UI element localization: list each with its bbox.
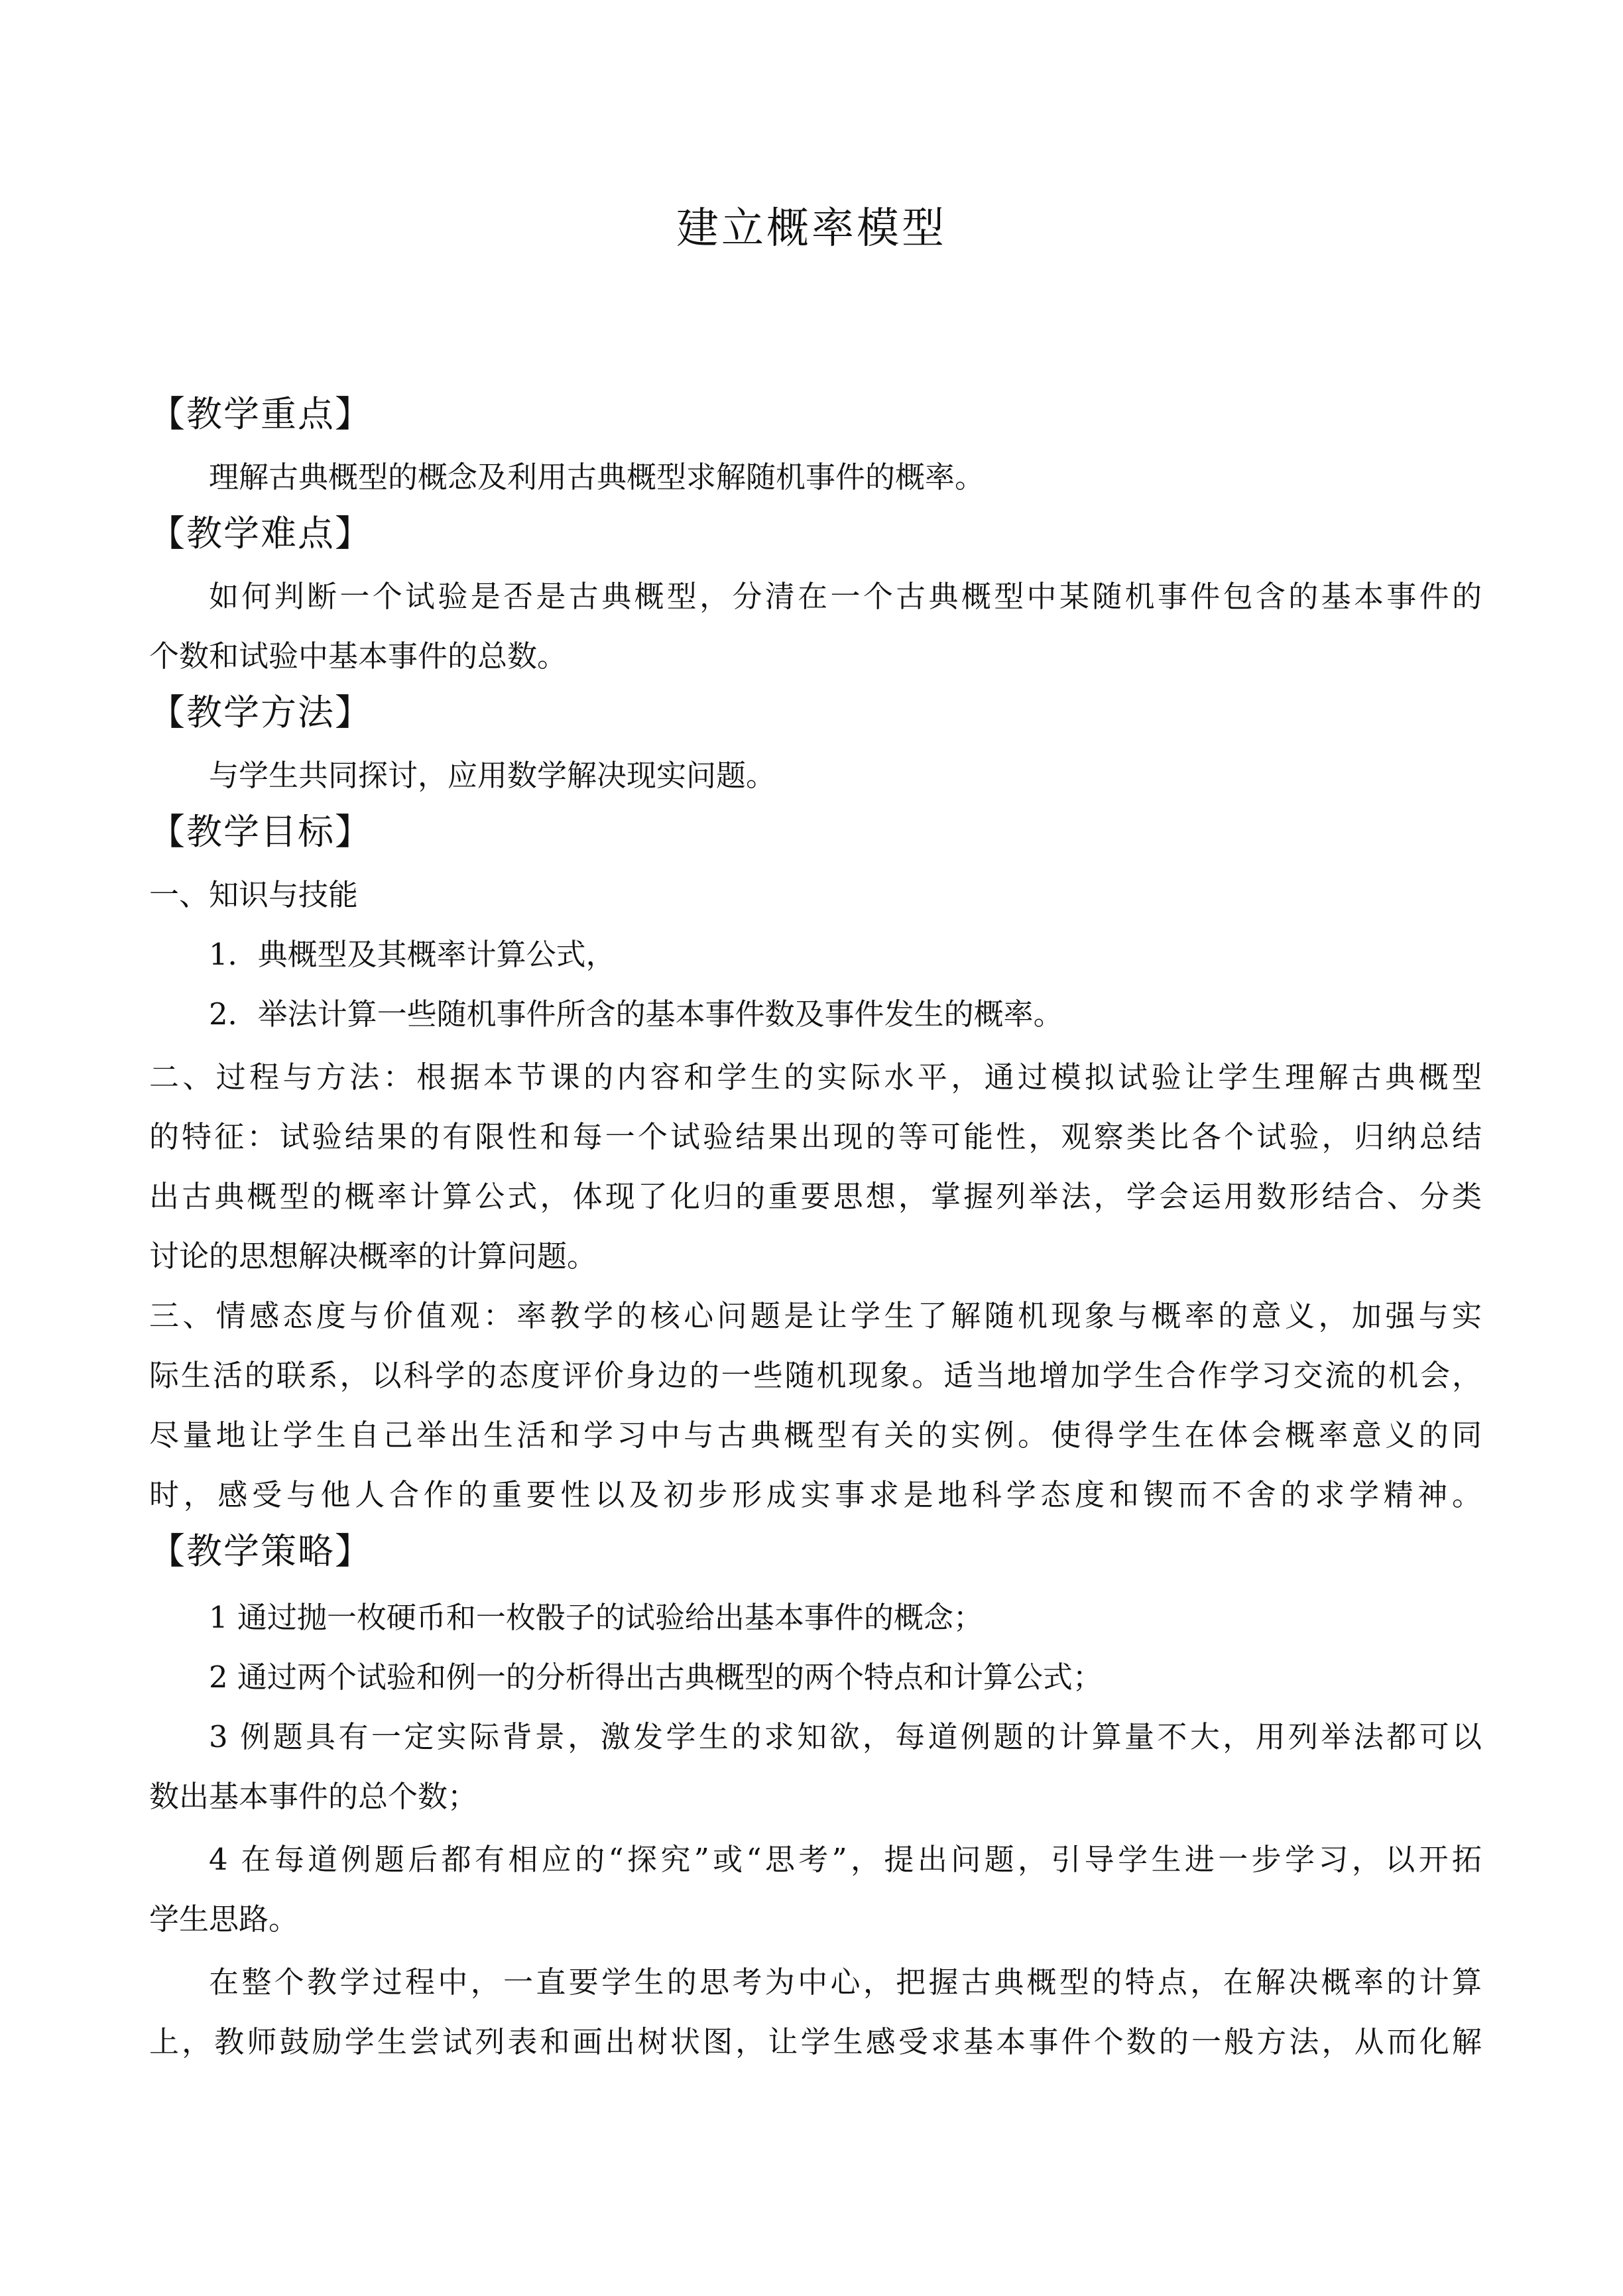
paragraph-line: 的特征：试验结果的有限性和每一个试验结果出现的等可能性，观察类比各个试验，归纳总结 [149,1119,1482,1154]
section-heading-difficulties: 【教学难点】 [149,513,372,554]
paragraph-line: 尽量地让学生自己举出生活和学习中与古典概型有关的实例。使得学生在体会概率意义的同 [149,1418,1482,1453]
paragraph-line: 二、过程与方法：根据本节课的内容和学生的实际水平，通过模拟试验让学生理解古典概型 [149,1059,1482,1095]
section-heading-objectives: 【教学目标】 [149,811,372,853]
paragraph-line: 理解古典概型的概念及利用古典概型求解随机事件的概率。 [209,459,985,495]
paragraph-line: 一、知识与技能 [149,877,359,912]
paragraph-line: 如何判断一个试验是否是古典概型，分清在一个古典概型中某随机事件包含的基本事件的 [209,579,1482,614]
paragraph-line: 学生思路。 [149,1902,299,1937]
section-heading-strategies: 【教学策略】 [149,1530,372,1572]
paragraph-line: 3 例题具有一定实际背景，激发学生的求知欲，每道例题的计算量不大，用列举法都可以 [209,1719,1482,1754]
paragraph-line: 讨论的思想解决概率的计算问题。 [149,1239,597,1274]
paragraph-line: 际生活的联系，以科学的态度评价身边的一些随机现象。适当地增加学生合作学习交流的机会， [149,1358,1482,1393]
paragraph-line: 4 在每道例题后都有相应的“探究”或“思考”，提出问题，引导学生进一步学习，以开拓 [209,1842,1482,1877]
paragraph-line: 上，教师鼓励学生尝试列表和画出树状图，让学生感受求基本事件个数的一般方法，从而化解 [149,2024,1482,2059]
paragraph-line: 数出基本事件的总个数； [149,1779,478,1814]
paragraph-line: 时，感受与他人合作的重要性以及初步形成实事求是地科学态度和锲而不舍的求学精神。 [149,1477,1482,1512]
paragraph-line: 个数和试验中基本事件的总数。 [149,638,568,674]
paragraph-line: 2 通过两个试验和例一的分析得出古典概型的两个特点和计算公式； [209,1660,1103,1695]
paragraph-line: 1．典概型及其概率计算公式， [209,937,616,972]
paragraph-line: 2．举法计算一些随机事件所含的基本事件数及事件发生的概率。 [209,997,1063,1032]
paragraph-line: 在整个教学过程中，一直要学生的思考为中心，把握古典概型的特点，在解决概率的计算 [209,1964,1482,2000]
document-title: 建立概率模型 [676,204,947,253]
paragraph-line: 三、情感态度与价值观：率教学的核心问题是让学生了解随机现象与概率的意义，加强与实 [149,1298,1482,1333]
section-heading-methods: 【教学方法】 [149,692,372,733]
section-heading-key-points: 【教学重点】 [149,393,372,435]
paragraph-line: 与学生共同探讨，应用数学解决现实问题。 [209,758,776,793]
paragraph-line: 出古典概型的概率计算公式，体现了化归的重要思想，掌握列举法，学会运用数形结合、分类 [149,1179,1482,1214]
paragraph-line: 1 通过抛一枚硬币和一枚骰子的试验给出基本事件的概念； [209,1600,983,1635]
